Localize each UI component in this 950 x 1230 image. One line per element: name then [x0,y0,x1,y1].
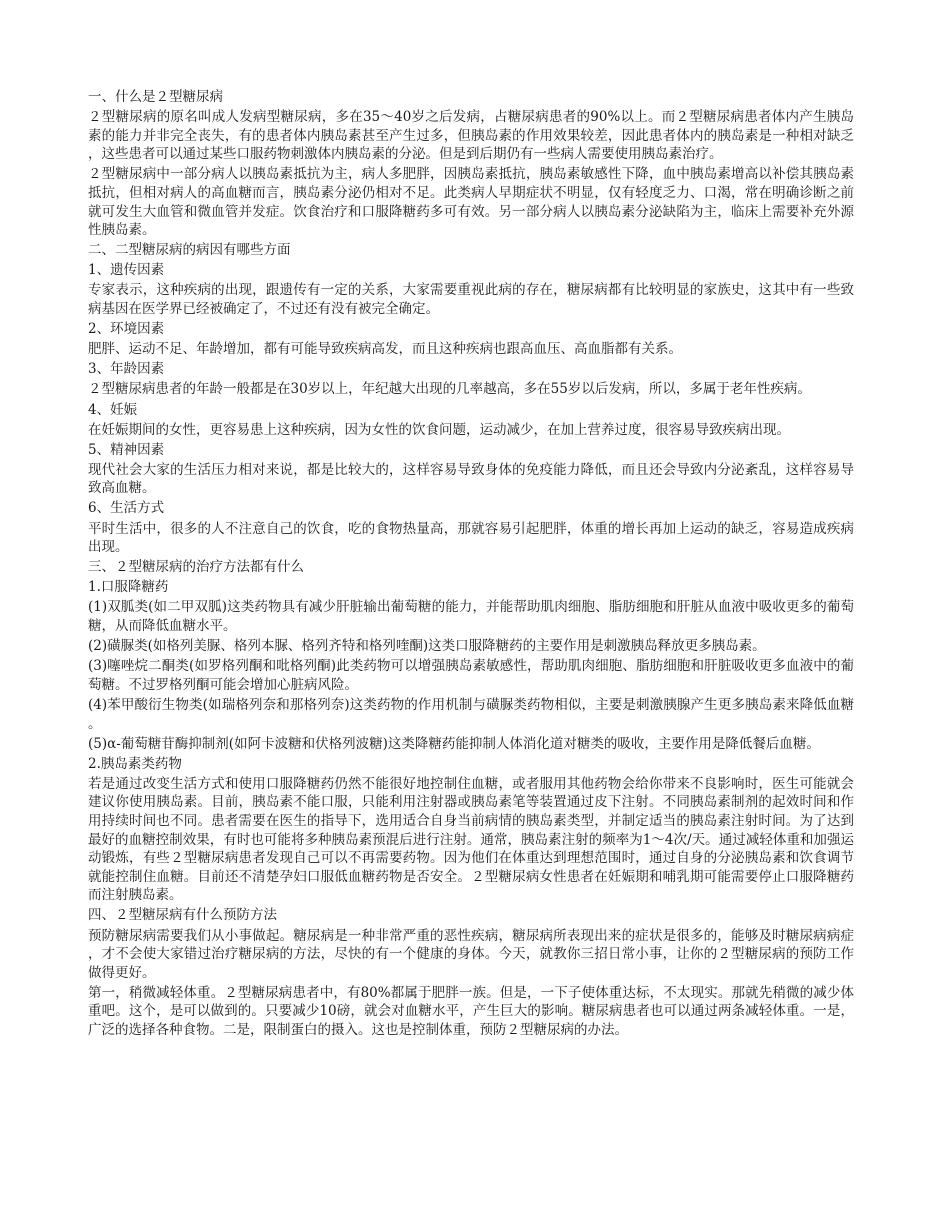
section-heading: 一、什么是２型糖尿病 [88,89,223,105]
body-paragraph: 预防糖尿病需要我们从小事做起。糖尿病是一种非常严重的恶性疾病，糖尿病所表现出来的症状是很多的，能够及时糖尿病病症，才不会使大家错过治疗糖尿病的方法，尽快的有一个健康的身体。今天，就教你三招日常小事，让你的２型糖尿病的预防工作做得更好。 [88,927,854,981]
subsection-heading: 6、生活方式 [88,500,165,517]
subsection-heading: 2、环境因素 [88,321,165,338]
subsection-heading: 1、遗传因素 [88,262,165,279]
subsection-heading: 4、妊娠 [88,401,138,418]
subsection-heading: 1.口服降糖药 [88,579,169,596]
body-paragraph: 若是通过改变生活方式和使用口服降糖药仍然不能很好地控制住血糖，或者服用其他药物会给你带来不良影响时，医生可能就会建议你使用胰岛素。目前，胰岛素不能口服，只能利用注射器或胰岛素笔等装置通过皮下注射。不同胰岛素制剂的起效时间和作用持续时间也不同。患者需要在医生的指导下，选用适合自身当前病情的胰岛素类型，并制定适当的胰岛素注射时间。为了达到最好的血糖控制效果，有时也可能将多种胰岛素预混后进行注射。通常，胰岛素注射的频率为1～4次/天。通过减轻体重和加强运动锻炼，有些２型糖尿病患者发现自己可以不再需要药物。因为他们在体重达到理想范围时，通过自身的分泌胰岛素和饮食调节就能控制住血糖。目前还不清楚孕妇口服低血糖药物是否安全。２型糖尿病女性患者在妊娠期和哺乳期可能需要停止口服降糖药而注射胰岛素。 [88,775,854,904]
section-heading: 三、２型糖尿病的治疗方法都有什么 [88,559,304,576]
body-paragraph: ２型糖尿病患者的年龄一般都是在30岁以上，年纪越大出现的几率越高，多在55岁以后发病，所以，多属于老年性疾病。 [88,381,811,398]
document-body [88,88,854,1041]
list-item: (3)噻唑烷二酮类(如罗格列酮和吡格列酮)此类药物可以增强胰岛素敏感性，帮助肌肉细胞、脂肪细胞和肝脏吸收更多血液中的葡萄糖。不过罗格列酮可能会增加心脏病风险。 [88,658,854,693]
section-heading: 二、二型糖尿病的病因有哪些方面 [88,242,291,259]
subsection-heading: 2.胰岛素类药物 [88,755,182,772]
list-item: (4)苯甲酸衍生物类(如瑞格列奈和那格列奈)这类药物的作用机制与磺脲类药物相似，主要是刺激胰腺产生更多胰岛素来降低血糖。 [88,696,854,732]
body-paragraph: ２型糖尿病中一部分病人以胰岛素抵抗为主，病人多肥胖，因胰岛素抵抗，胰岛素敏感性下降，血中胰岛素增高以补偿其胰岛素抵抗，但相对病人的高血糖而言，胰岛素分泌仍相对不足。此类病人早期症状不明显，仅有轻度乏力、口渴，常在明确诊断之前就可发生大血管和微血管并发症。饮食治疗和口服降糖药多可有效。另一部分病人以胰岛素分泌缺陷为主，临床上需要补充外源性胰岛素。 [88,166,854,239]
body-paragraph: 平时生活中，很多的人不注意自己的饮食，吃的食物热量高，那就容易引起肥胖，体重的增长再加上运动的缺乏，容易造成疾病出现。 [88,520,854,556]
body-paragraph: ２型糖尿病的原名叫成人发病型糖尿病，多在35～40岁之后发病，占糖尿病患者的90%以上。而２型糖尿病患者体内产生胰岛素的能力并非完全丧失，有的患者体内胰岛素甚至产生过多，但胰岛素的作用效果较差，因此患者体内的胰岛素是一种相对缺乏，这些患者可以通过某些口服药物刺激体内胰岛素的分泌。但是到后期仍有一些病人需要使用胰岛素治疗。 [88,109,854,163]
list-item: (5)α-葡萄糖苷酶抑制剂(如阿卡波糖和伏格列波糖)这类降糖药能抑制人体消化道对糖类的吸收，主要作用是降低餐后血糖。 [88,735,820,752]
body-paragraph: 肥胖、运动不足、年龄增加，都有可能导致疾病高发，而且这种疾病也跟高血压、高血脂都有关系。 [88,341,682,358]
section-heading: 四、２型糖尿病有什么预防方法 [88,907,277,924]
subsection-heading: 5、精神因素 [88,441,165,458]
list-item: (2)磺脲类(如格列美脲、格列本脲、格列齐特和格列喹酮)这类口服降糖药的主要作用是刺激胰岛释放更多胰岛素。 [88,638,766,655]
body-paragraph: 第一，稍微减轻体重。２型糖尿病患者中，有80%都属于肥胖一族。但是，一下子使体重达标，不太现实。那就先稍微的减少体重吧。这个，是可以做到的。只要减少10磅，就会对血糖水平，产生巨大的影响。糖尿病患者也可以通过两条减轻体重。一是，广泛的选择各种食物。二是，限制蛋白的摄入。这也是控制体重，预防２型糖尿病的办法。 [88,984,854,1038]
body-paragraph: 专家表示，这种疾病的出现，跟遗传有一定的关系，大家需要重视此病的存在，糖尿病都有比较明显的家族史，这其中有一些致病基因在医学界已经被确定了，不过还有没有被完全确定。 [88,282,854,318]
subsection-heading: 3、年龄因素 [88,361,165,378]
list-item: (1)双胍类(如二甲双胍)这类药物具有减少肝脏输出葡萄糖的能力，并能帮助肌肉细胞、脂肪细胞和肝脏从血液中吸收更多的葡萄糖，从而降低血糖水平。 [88,599,854,635]
body-paragraph: 现代社会大家的生活压力相对来说，都是比较大的，这样容易导致身体的免疫能力降低，而且还会导致内分泌紊乱，这样容易导致高血糖。 [88,461,854,497]
body-paragraph: 在妊娠期间的女性，更容易患上这种疾病，因为女性的饮食问题，运动减少，在加上营养过度，很容易导致疾病出现。 [88,421,790,438]
